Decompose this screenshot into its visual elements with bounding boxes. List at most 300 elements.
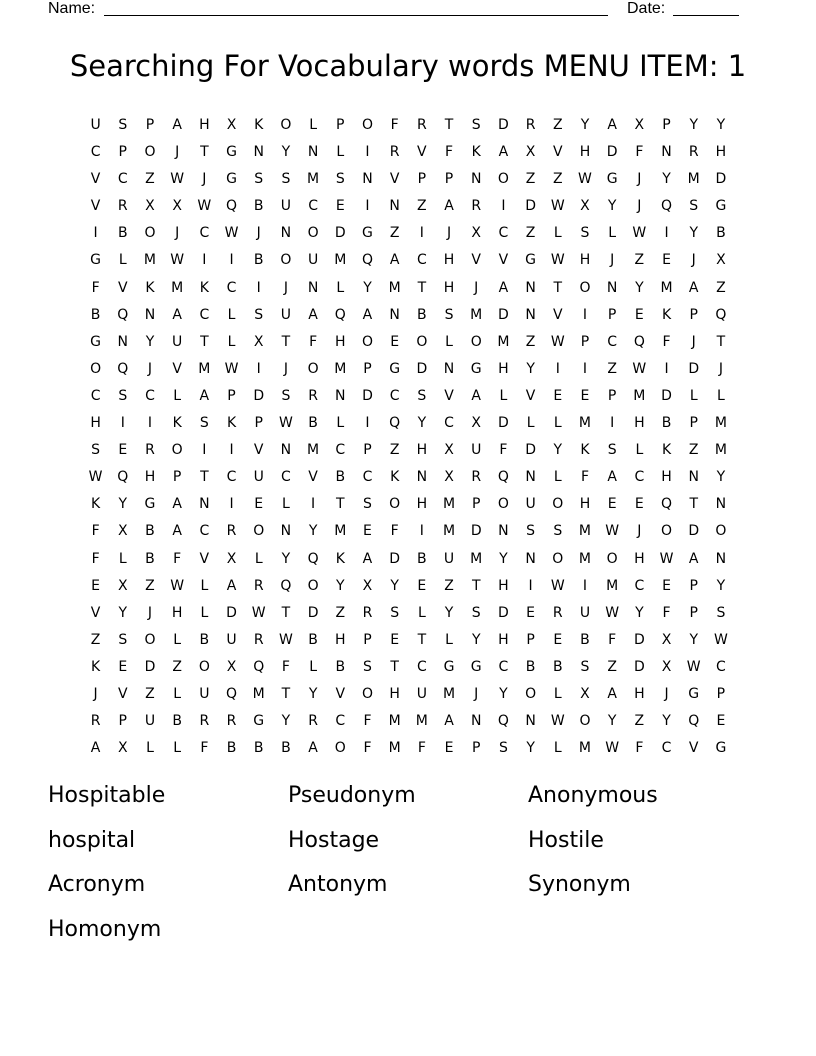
grid-letter: I — [419, 225, 424, 242]
grid-letter: O — [144, 631, 156, 648]
grid-letter: Z — [145, 577, 155, 594]
grid-letter: B — [308, 415, 318, 432]
grid-letter: J — [283, 279, 288, 296]
grid-letter: S — [91, 442, 101, 459]
grid-letter: B — [226, 740, 237, 757]
grid-letter: J — [691, 333, 696, 350]
grid-letter: I — [555, 360, 560, 377]
grid-letter: L — [608, 225, 617, 242]
grid-letter: J — [474, 685, 479, 702]
grid-letter: R — [145, 442, 155, 459]
grid-letter: P — [118, 713, 127, 730]
grid-letter: X — [580, 685, 590, 702]
grid-letter: B — [172, 713, 182, 730]
grid-letter: D — [633, 631, 645, 648]
grid-letter: M — [307, 171, 320, 188]
grid-letter: J — [93, 685, 98, 702]
grid-letter: O — [307, 360, 319, 377]
grid-letter: B — [417, 550, 427, 567]
grid-letter: Y — [471, 631, 481, 648]
grid-letter: G — [253, 713, 265, 730]
grid-letter: K — [254, 117, 264, 133]
grid-letter: E — [634, 306, 644, 323]
grid-letter: Y — [444, 604, 454, 621]
grid-letter: D — [525, 442, 536, 459]
grid-letter: E — [390, 631, 400, 648]
grid-letter: I — [528, 577, 533, 594]
grid-letter: X — [117, 740, 128, 757]
grid-letter: Y — [526, 740, 535, 757]
grid-letter: M — [442, 523, 456, 540]
grid-letter: R — [253, 577, 264, 594]
grid-letter: B — [281, 740, 291, 757]
grid-letter: Z — [389, 442, 400, 459]
grid-letter: U — [307, 252, 319, 269]
word-list-item: Pseudonym — [288, 783, 416, 808]
grid-letter: A — [607, 685, 617, 702]
grid-letter: T — [390, 658, 399, 675]
grid-letter: P — [444, 171, 454, 188]
grid-letter: B — [716, 225, 726, 242]
grid-letter: T — [200, 469, 209, 486]
grid-letter: Q — [117, 469, 129, 486]
grid-letter: X — [661, 658, 672, 675]
grid-letter: R — [308, 387, 318, 404]
word-list-item: Anonymous — [528, 783, 658, 808]
grid-letter: W — [550, 252, 565, 269]
grid-letter: X — [117, 523, 128, 540]
grid-letter: B — [145, 523, 155, 540]
grid-letter: H — [498, 631, 509, 648]
grid-letter: U — [172, 333, 183, 350]
grid-letter: K — [580, 442, 590, 459]
grid-letter: E — [390, 333, 400, 350]
grid-letter: U — [253, 469, 264, 486]
grid-letter: O — [307, 577, 319, 594]
grid-letter: Z — [634, 252, 645, 269]
grid-letter: M — [660, 279, 673, 296]
grid-letter: I — [610, 415, 615, 432]
word-list-item: Hostile — [528, 827, 604, 853]
grid-letter: L — [227, 306, 236, 323]
grid-letter: E — [363, 523, 372, 540]
grid-letter: I — [311, 496, 316, 513]
grid-letter: U — [226, 631, 237, 648]
grid-letter: L — [553, 740, 562, 757]
grid-letter: M — [334, 523, 347, 540]
grid-letter: I — [365, 144, 370, 161]
grid-letter: Y — [308, 685, 318, 702]
grid-letter: L — [173, 740, 182, 757]
grid-letter: V — [90, 604, 101, 621]
grid-letter: C — [498, 658, 509, 675]
grid-letter: V — [417, 144, 427, 161]
grid-letter: L — [173, 387, 182, 404]
grid-letter: S — [471, 604, 481, 621]
grid-letter: N — [280, 225, 292, 242]
grid-letter: V — [389, 171, 400, 188]
grid-letter: X — [525, 144, 536, 161]
grid-letter: E — [553, 387, 563, 404]
grid-letter: I — [120, 415, 125, 432]
grid-letter: C — [416, 252, 427, 269]
grid-letter: O — [661, 523, 673, 540]
grid-letter: V — [525, 387, 536, 404]
grid-letter: M — [578, 550, 592, 567]
grid-letter: S — [553, 523, 563, 540]
grid-letter: F — [173, 550, 182, 567]
grid-letter: F — [91, 550, 100, 567]
grid-letter: T — [553, 279, 563, 296]
grid-letter: F — [363, 740, 372, 757]
grid-letter: W — [550, 577, 565, 594]
grid-letter: C — [498, 225, 509, 242]
grid-letter: S — [254, 306, 264, 323]
word-list-item: Homonym — [48, 916, 162, 942]
grid-letter: C — [117, 171, 128, 188]
grid-letter: O — [470, 333, 482, 350]
grid-letter: K — [226, 415, 237, 432]
grid-letter: P — [689, 577, 698, 594]
grid-letter: Y — [145, 333, 155, 350]
grid-letter: W — [170, 252, 185, 269]
grid-letter: Z — [552, 171, 563, 188]
letter-grid — [82, 112, 735, 762]
grid-letter: D — [715, 171, 727, 188]
grid-letter: Y — [118, 604, 128, 621]
grid-letter: G — [443, 658, 455, 675]
grid-letter: A — [362, 550, 373, 567]
grid-letter: C — [90, 387, 101, 404]
grid-letter: W — [713, 631, 728, 648]
grid-letter: A — [226, 577, 237, 594]
grid-letter: X — [716, 252, 726, 269]
grid-letter: Z — [716, 279, 726, 296]
grid-letter: S — [580, 658, 590, 675]
grid-letter: L — [526, 415, 535, 432]
grid-letter: L — [282, 496, 290, 513]
grid-letter: B — [253, 252, 264, 269]
grid-letter: C — [716, 658, 726, 675]
grid-letter: F — [445, 144, 454, 161]
grid-letter: V — [552, 306, 563, 323]
grid-letter: O — [280, 252, 292, 269]
grid-letter: M — [578, 415, 592, 432]
grid-letter: U — [280, 306, 292, 323]
grid-letter: Y — [499, 685, 508, 702]
grid-letter: X — [226, 658, 237, 675]
grid-letter: F — [499, 442, 508, 459]
grid-letter: Y — [716, 577, 726, 594]
grid-letter: D — [606, 144, 618, 161]
grid-letter: X — [253, 333, 264, 350]
grid-letter: D — [362, 387, 373, 404]
grid-letter: N — [389, 306, 400, 323]
grid-letter: G — [90, 252, 102, 269]
grid-letter: Y — [607, 198, 617, 215]
grid-letter: K — [335, 550, 345, 567]
grid-letter: X — [580, 198, 590, 215]
grid-letter: H — [90, 415, 101, 432]
grid-letter: L — [173, 685, 182, 702]
grid-letter: D — [389, 550, 401, 567]
grid-letter: I — [582, 577, 588, 594]
grid-letter: M — [606, 577, 619, 594]
grid-letter: H — [579, 252, 591, 269]
grid-letter: R — [226, 523, 237, 540]
grid-letter: H — [661, 469, 672, 486]
grid-letter: S — [390, 604, 400, 621]
grid-letter: Q — [334, 306, 346, 323]
grid-letter: P — [716, 685, 726, 702]
grid-letter: T — [417, 631, 427, 648]
grid-letter: N — [688, 469, 699, 486]
grid-letter: H — [498, 360, 509, 377]
grid-letter: J — [147, 360, 153, 377]
grid-letter: D — [498, 604, 509, 621]
grid-letter: M — [578, 523, 592, 540]
grid-letter: A — [90, 740, 101, 757]
grid-letter: G — [226, 171, 237, 188]
grid-letter: U — [579, 604, 591, 621]
grid-letter: Q — [226, 685, 238, 702]
grid-letter: A — [498, 279, 509, 296]
grid-letter: N — [280, 523, 292, 540]
grid-letter: B — [117, 225, 128, 242]
grid-letter: T — [200, 144, 209, 161]
grid-letter: R — [253, 631, 264, 648]
grid-letter: S — [471, 117, 481, 133]
grid-letter: L — [445, 333, 453, 350]
date-label: Date: — [627, 0, 666, 17]
grid-letter: V — [498, 252, 509, 269]
grid-letter: O — [715, 523, 727, 540]
grid-letter: H — [171, 604, 183, 621]
name-field-line[interactable] — [104, 15, 608, 16]
grid-letter: M — [497, 333, 510, 350]
grid-letter: T — [444, 117, 454, 133]
grid-letter: Q — [715, 306, 727, 323]
grid-letter: N — [525, 550, 536, 567]
grid-letter: G — [226, 144, 237, 161]
grid-letter: F — [281, 658, 290, 675]
grid-letter: M — [415, 713, 428, 730]
grid-letter: D — [688, 523, 700, 540]
grid-letter: I — [202, 252, 207, 269]
grid-letter: Z — [172, 658, 182, 675]
date-field-line[interactable] — [673, 15, 739, 16]
grid-letter: U — [416, 685, 427, 702]
grid-letter: M — [143, 252, 157, 269]
grid-letter: X — [226, 117, 237, 133]
grid-letter: E — [634, 496, 644, 513]
grid-letter: D — [416, 360, 428, 377]
grid-letter: I — [365, 415, 370, 432]
grid-letter: W — [605, 604, 620, 621]
grid-letter: H — [498, 577, 509, 594]
grid-letter: A — [172, 496, 182, 513]
grid-letter: B — [335, 658, 346, 675]
grid-letter: O — [307, 225, 319, 242]
grid-letter: M — [334, 252, 347, 269]
grid-letter: C — [90, 144, 101, 161]
grid-letter: C — [634, 577, 645, 594]
grid-letter: R — [362, 604, 373, 621]
grid-letter: H — [416, 442, 428, 459]
grid-letter: Y — [336, 577, 345, 594]
grid-letter: J — [446, 225, 452, 242]
grid-letter: J — [610, 252, 615, 269]
grid-letter: L — [635, 442, 644, 459]
grid-letter: Q — [307, 550, 319, 567]
grid-letter: M — [388, 713, 401, 730]
grid-letter: W — [550, 333, 565, 350]
grid-letter: N — [715, 550, 727, 567]
grid-letter: V — [688, 740, 699, 757]
grid-letter: Z — [634, 713, 645, 730]
grid-letter: D — [525, 198, 536, 215]
grid-letter: W — [550, 713, 565, 730]
grid-letter: L — [689, 387, 698, 404]
grid-letter: L — [146, 740, 154, 757]
grid-letter: A — [172, 523, 182, 540]
grid-letter: Z — [389, 225, 400, 242]
grid-letter: S — [363, 658, 372, 675]
grid-letter: D — [661, 387, 672, 404]
grid-letter: S — [118, 117, 128, 133]
grid-letter: T — [417, 279, 427, 296]
grid-letter: P — [363, 442, 372, 459]
grid-letter: T — [336, 496, 345, 513]
grid-letter: A — [362, 306, 373, 323]
grid-letter: S — [199, 415, 209, 432]
grid-letter: R — [552, 604, 563, 621]
grid-letter: W — [88, 469, 103, 486]
word-list — [48, 776, 768, 954]
grid-letter: A — [308, 306, 318, 323]
grid-letter: C — [607, 333, 618, 350]
grid-letter: V — [117, 685, 128, 702]
grid-letter: H — [579, 496, 591, 513]
grid-letter: S — [118, 387, 128, 404]
grid-letter: B — [661, 415, 672, 432]
grid-letter: Y — [118, 496, 128, 513]
grid-letter: Y — [363, 279, 372, 296]
grid-letter: H — [634, 685, 645, 702]
grid-letter: O — [606, 550, 618, 567]
grid-letter: S — [254, 171, 264, 188]
grid-letter: X — [117, 577, 128, 594]
grid-letter: P — [363, 631, 372, 648]
grid-letter: O — [497, 496, 509, 513]
word-list-item: Antonym — [288, 872, 388, 897]
grid-letter: W — [632, 225, 647, 242]
grid-letter: I — [256, 279, 261, 296]
grid-letter: L — [254, 550, 263, 567]
grid-letter: F — [390, 117, 399, 133]
grid-letter: T — [716, 333, 726, 350]
grid-letter: D — [253, 387, 265, 404]
grid-letter: S — [716, 604, 726, 621]
grid-letter: G — [715, 740, 727, 757]
grid-letter: G — [90, 333, 102, 350]
grid-letter: O — [525, 685, 537, 702]
grid-letter: H — [199, 117, 210, 133]
grid-letter: G — [688, 685, 700, 702]
grid-letter: U — [525, 496, 536, 513]
grid-letter: N — [525, 713, 536, 730]
grid-letter: I — [256, 360, 261, 377]
grid-letter: Y — [281, 550, 291, 567]
grid-letter: I — [419, 523, 424, 540]
grid-letter: E — [91, 577, 101, 594]
grid-letter: T — [471, 577, 481, 594]
grid-letter: Q — [253, 658, 265, 675]
grid-letter: F — [608, 631, 617, 648]
grid-letter: M — [198, 360, 211, 377]
grid-letter: Y — [635, 279, 644, 296]
grid-letter: V — [253, 442, 264, 459]
grid-letter: N — [335, 387, 346, 404]
grid-letter: P — [662, 117, 671, 133]
grid-letter: K — [145, 279, 155, 296]
grid-letter: S — [580, 225, 590, 242]
grid-letter: O — [416, 333, 428, 350]
grid-letter: F — [200, 740, 209, 757]
grid-letter: Q — [497, 469, 509, 486]
grid-letter: A — [444, 713, 454, 730]
grid-letter: P — [689, 415, 698, 432]
grid-letter: R — [226, 713, 237, 730]
grid-letter: U — [144, 713, 156, 730]
grid-letter: C — [444, 415, 454, 432]
grid-letter: O — [198, 658, 210, 675]
grid-letter: U — [471, 442, 482, 459]
grid-letter: P — [145, 117, 155, 133]
grid-letter: B — [253, 740, 264, 757]
grid-letter: P — [689, 604, 698, 621]
grid-letter: O — [253, 523, 265, 540]
grid-letter: G — [389, 360, 401, 377]
grid-letter: Y — [689, 117, 698, 133]
grid-letter: L — [336, 279, 345, 296]
grid-letter: D — [498, 306, 509, 323]
grid-letter: N — [389, 198, 400, 215]
grid-letter: W — [605, 740, 620, 757]
grid-letter: X — [145, 198, 155, 215]
grid-letter: L — [553, 225, 562, 242]
grid-letter: Q — [661, 198, 673, 215]
grid-letter: P — [580, 333, 590, 350]
grid-letter: W — [224, 225, 239, 242]
grid-letter: V — [444, 387, 454, 404]
grid-letter: I — [229, 442, 234, 459]
grid-letter: K — [390, 469, 400, 486]
grid-letter: Y — [526, 360, 535, 377]
grid-letter: O — [497, 171, 509, 188]
grid-letter: M — [334, 360, 347, 377]
grid-letter: G — [715, 198, 727, 215]
grid-letter: B — [199, 631, 210, 648]
grid-letter: G — [470, 360, 482, 377]
grid-letter: P — [607, 387, 617, 404]
grid-letter: E — [118, 442, 128, 459]
grid-letter: E — [444, 740, 454, 757]
grid-letter: S — [335, 171, 345, 188]
grid-letter: H — [416, 496, 428, 513]
grid-letter: Z — [525, 171, 536, 188]
grid-letter: Q — [117, 306, 129, 323]
